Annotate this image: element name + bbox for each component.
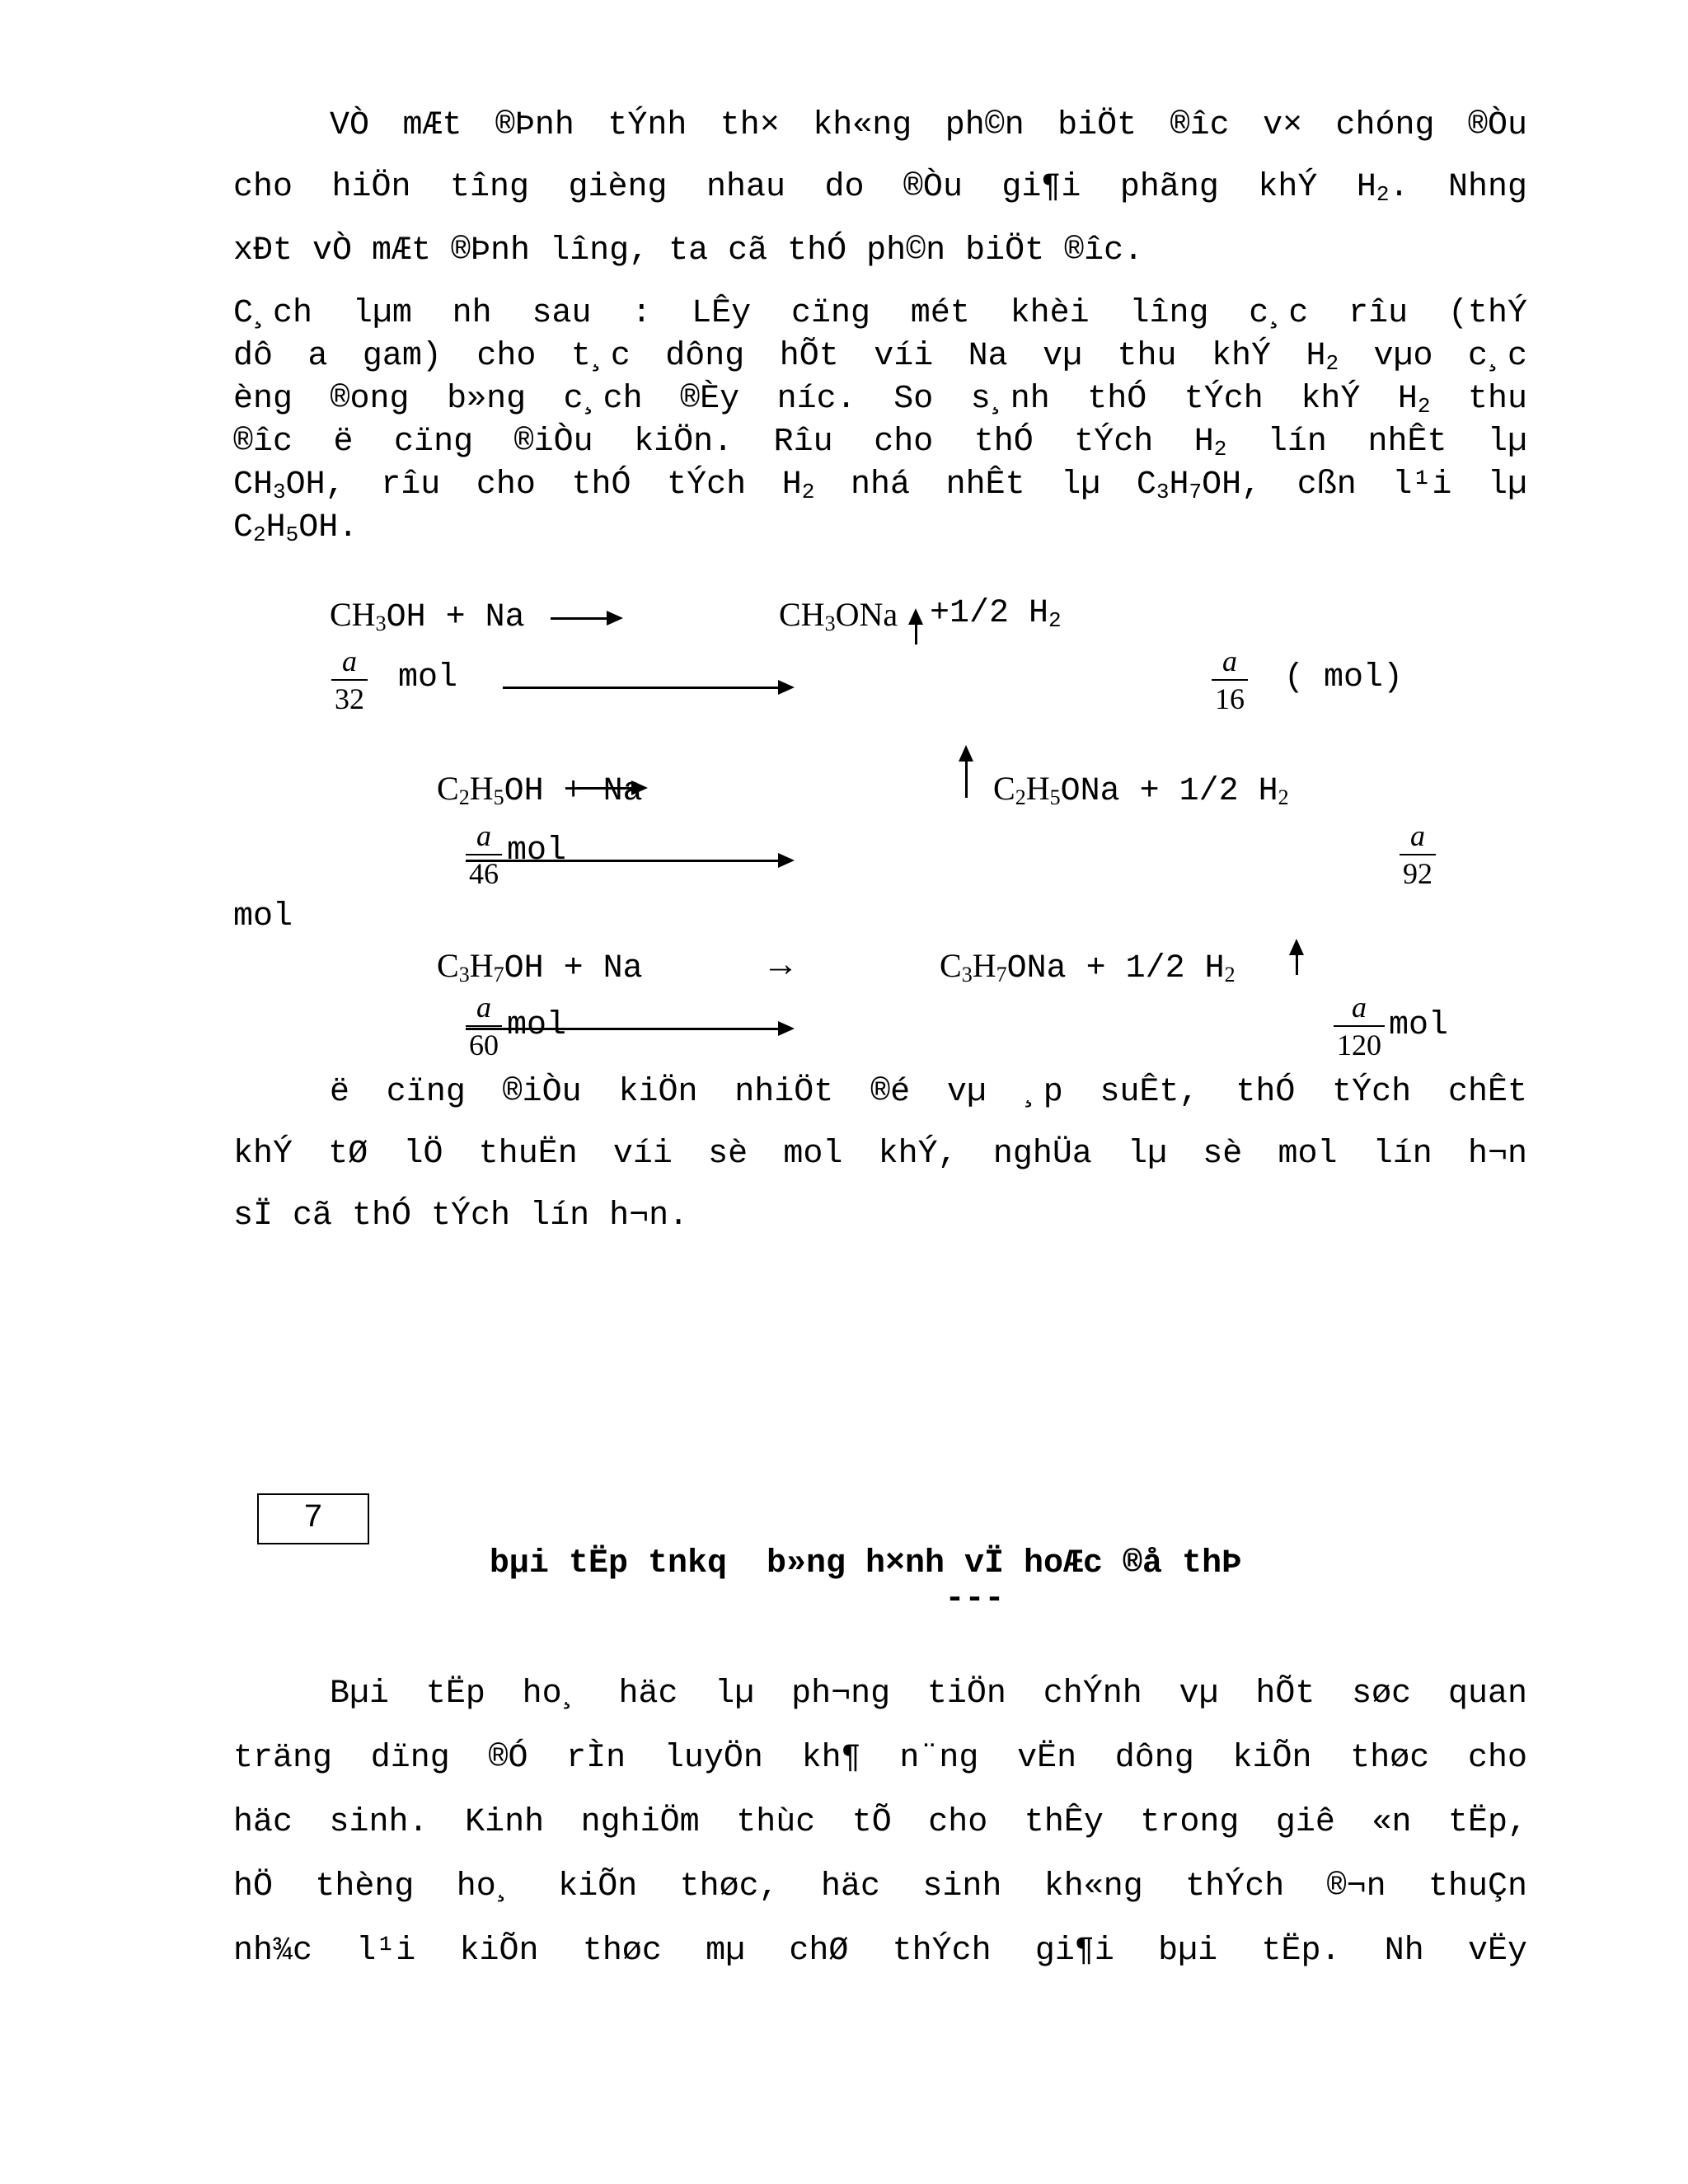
paragraph-4-line-3: häc sinh. Kinh nghiÖm thùc tÕ cho thÊy trong giê «n tËp, <box>233 1804 1527 1841</box>
reaction-1-arrow <box>551 617 620 620</box>
fraction-a-over-16: $\frac{a}{16}$ <box>1212 643 1248 717</box>
paragraph-2-line-6: $C_2H_5OH$. <box>233 509 359 547</box>
reaction-1-products: $CH_3ONa$ <box>779 596 898 635</box>
paragraph-4-line-4: hÖ thèng ho¸ kiÕn thøc, häc sinh kh«ng thÝch ®¬n thuÇn <box>233 1868 1527 1905</box>
reaction-2-products: $C_2H_5ONa + 1/2$ $H_2$ <box>993 770 1289 810</box>
paragraph-1-line-3: xÐt vÒ mÆt ®Þnh lîng, ta cã thÓ ph©n biÖt ®îc. <box>233 232 1144 269</box>
reaction-1-hydrogen: +1/2 $H_2$ <box>930 595 1062 633</box>
fraction-a-over-120: $\frac{a}{120}$ <box>1334 989 1385 1063</box>
mol-label: mol <box>507 1007 567 1044</box>
paragraph-4-line-5: nh¾c l¹i kiÕn thøc mµ chØ thÝch gi¶i bµi tËp. Nh vËy <box>233 1933 1527 1970</box>
paragraph-2-line-5: $CH_3OH$, rîu cho thÓ tÝch $H_2$ nhá nhÊt lµ $C_3H_7OH$, cßn l¹i lµ <box>233 466 1527 504</box>
section-heading: bµi tËp tnkq b»ng h×nh vÏ hoÆc ®å thÞ <box>489 1545 1242 1582</box>
gas-evolution-up-arrow <box>1296 942 1298 975</box>
paragraph-2-line-3: èng ®ong b»ng c¸ch ®Èy níc. So s¸nh thÓ tÝch khÝ $H_2$ thu <box>233 381 1527 419</box>
gas-evolution-up-arrow <box>915 612 917 644</box>
gas-evolution-up-arrow <box>965 748 968 798</box>
paragraph-2-line-4: ®îc ë cïng ®iÒu kiÖn. Rîu cho thÓ tÝch $H_2$ lín nhÊt lµ <box>233 424 1527 462</box>
paragraph-1-line-2: cho hiÖn tîng gièng nhau do ®Òu gi¶i phãng khÝ $H_2$. Nhng <box>233 169 1527 207</box>
reaction-3-stoichiometry-arrow <box>466 1028 791 1030</box>
fraction-a-over-46: $\frac{a}{46}$ <box>466 818 502 892</box>
reaction-1-stoichiometry-arrow <box>503 687 791 689</box>
paragraph-3-line-1: ë cïng ®iÒu kiÖn nhiÖt ®é vµ ¸p suÊt, thÓ tÝch chÊt <box>330 1074 1527 1111</box>
reaction-2-arrow <box>577 787 645 790</box>
mol-label: mol <box>507 832 567 869</box>
paragraph-3-line-3: sÏ cã thÓ tÝch lín h¬n. <box>233 1197 689 1235</box>
paragraph-3-line-2: khÝ tØ lÖ thuËn víi sè mol khÝ, nghÜa lµ sè mol lín h¬n <box>233 1136 1527 1173</box>
paragraph-4-line-2: träng dïng ®Ó rÌn luyÖn kh¶ n¨ng vËn dông kiÕn thøc cho <box>233 1740 1527 1777</box>
reaction-2-stoichiometry-arrow <box>466 860 791 862</box>
paragraph-4-line-1: Bµi tËp ho¸ häc lµ ph¬ng tiÖn chÝnh vµ hÕt søc quan <box>330 1675 1527 1713</box>
mol-label: ( mol) <box>1284 659 1404 696</box>
paragraph-2-line-1: C¸ch lµm nh sau : LÊy cïng mét khèi lîng c¸c rîu (thÝ <box>233 295 1527 332</box>
reaction-3-products: $C_3H_7ONa + 1/2$ $H_2$ <box>940 947 1236 987</box>
reaction-1-reactants: $CH_3OH + Na$ <box>330 596 525 636</box>
paragraph-1-line-1: VÒ mÆt ®Þnh tÝnh th× kh«ng ph©n biÖt ®îc v× chóng ®Òu <box>330 107 1527 144</box>
reaction-3-arrow: → <box>762 944 799 984</box>
paragraph-2-line-2: dô a gam) cho t¸c dông hÕt víi Na vµ thu khÝ $H_2$ vµo c¸c <box>233 338 1528 376</box>
mol-label: mol <box>233 898 293 935</box>
mol-label: mol <box>398 659 458 696</box>
section-heading-dashes: --- <box>945 1581 1005 1618</box>
mol-label: mol <box>1389 1007 1449 1044</box>
reaction-3-reactants: $C_3H_7OH + Na$ <box>437 947 643 987</box>
fraction-a-over-60: $\frac{a}{60}$ <box>466 989 502 1063</box>
section-number-box: 7 <box>257 1493 369 1544</box>
reaction-2-reactants: $C_2H_5OH + Na$ <box>437 770 643 810</box>
fraction-a-over-32: $\frac{a}{32}$ <box>331 643 368 717</box>
fraction-a-over-92: $\frac{a}{92}$ <box>1400 818 1436 892</box>
